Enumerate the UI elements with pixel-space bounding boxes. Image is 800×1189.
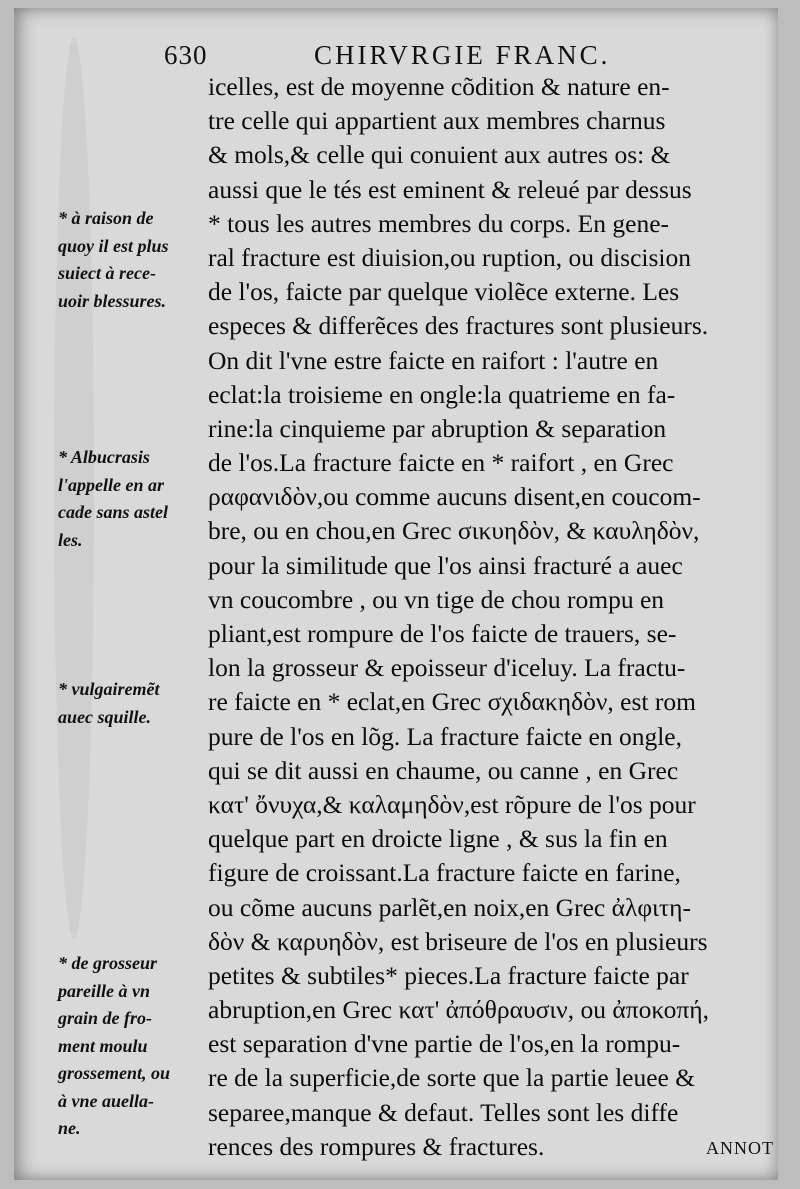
margin-note-line: * de grosseur [58, 953, 158, 973]
text-line: aussi que le tés est eminent & releué par dessus [208, 174, 692, 204]
text-line: pliant,est rompure de l'os faicte de trauers, se- [208, 619, 677, 648]
text-line: especes & differẽces des fractures sont plusieurs. [208, 311, 709, 341]
margin-note-line: à vne auella- [58, 1090, 154, 1111]
margin-note-line: cade sans astel [58, 502, 168, 522]
margin-note-line: grain de fro- [58, 1008, 152, 1028]
margin-note-line: auec squille. [58, 706, 151, 727]
margin-note-line: uoir blessures. [58, 290, 167, 311]
text-line: vn coucombre , ou vn tige de chou rompu en [208, 584, 665, 614]
text-line: ou cõme aucuns parlẽt,en noix,en Grec ἀλφιτη- [208, 892, 691, 922]
page-number: 630 [164, 40, 208, 70]
text-line: bre, ou en chou,en Grec σικυηδὸν, & καυληδὸν, [208, 516, 700, 546]
margin-note [58, 950, 208, 1143]
margin-note-line: quoy il est plus [58, 235, 169, 256]
text-line: tre celle qui appartient aux membres charnus [208, 106, 666, 136]
main-text-block [208, 70, 766, 1164]
text-line: re de la superficie,de sorte que la partie leuee & [208, 1063, 696, 1093]
text-line: pour la similitude que l'os ainsi fracturé a auec [208, 550, 683, 580]
text-line: κατ' ὄνυχα,& καλαμηδὸν,est rõpure de l'os pour [208, 789, 696, 819]
text-line: lon la grosseur & epoisseur d'iceluy. La fractu- [208, 653, 686, 683]
text-line: * tous les autres membres du corps. En gene- [208, 208, 670, 238]
text-line: petites & subtiles* pieces.La fracture faicte par [208, 960, 689, 990]
text-line: & mols,& celle qui conuient aux autres os: & [208, 140, 671, 170]
text-line: icelles, est de moyenne cõdition & nature en- [208, 72, 670, 101]
margin-note [58, 205, 208, 315]
margin-note-line: pareille à vn [58, 980, 150, 1001]
text-line: est separation d'vne partie de l'os,en la rompu- [208, 1029, 681, 1059]
margin-note-line: * Albucrasis [58, 447, 150, 467]
margin-note-line: l'appelle en ar [58, 474, 164, 495]
text-line: de l'os, faicte par quelque violẽce externe. Les [208, 277, 680, 307]
text-line: separee,manque & defaut. Telles sont les diffe [208, 1097, 679, 1127]
text-line: re faicte en * eclat,en Grec σχιδακηδὸν, est rom [208, 687, 696, 717]
margin-note-line: * à raison de [58, 208, 154, 228]
text-line: abruption,en Grec κατ' ἀπόθραυσιν, ou ἀποκοπή, [208, 995, 709, 1025]
margin-note-line: les. [58, 529, 83, 550]
margin-note-line: * vulgairemẽt [58, 679, 160, 699]
text-line: rences des rompures & fractures. [208, 1131, 545, 1161]
text-line: ραφανιδὸν,ou comme aucuns disent,en coucom- [208, 482, 701, 512]
margin-note [58, 444, 208, 554]
margin-note-line: grossement, ou [58, 1063, 171, 1083]
text-line: eclat:la troisieme en ongle:la quatrieme en fa- [208, 379, 676, 409]
text-line: On dit l'vne estre faicte en raifort : l'autre en [208, 345, 659, 375]
text-line: δὸν & καρυηδὸν, est briseure de l'os en plusieurs [208, 926, 708, 956]
text-line: de l'os.La fracture faicte en * raifort , en Grec [208, 448, 674, 478]
running-title: CHIRVRGIE FRANC. [314, 40, 611, 70]
text-line: figure de croissant.La fracture faicte en farine, [208, 858, 681, 888]
text-line: pure de l'os en lõg. La fracture faicte en ongle, [208, 721, 683, 751]
margin-note-line: suiect à rece- [58, 263, 156, 283]
catchword: ANNOT [706, 1138, 774, 1158]
text-line: rine:la cinquieme par abruption & separation [208, 413, 667, 443]
text-line: quelque part en droicte ligne , & sus la fin en [208, 824, 668, 854]
text-line: ral fracture est diuision,ou ruption, ou discision [208, 242, 691, 272]
margin-note-line: ne. [58, 1118, 81, 1138]
text-line: qui se dit aussi en chaume, ou canne , en Grec [208, 755, 679, 785]
margin-note [58, 676, 208, 731]
margin-note-line: ment moulu [58, 1035, 148, 1056]
